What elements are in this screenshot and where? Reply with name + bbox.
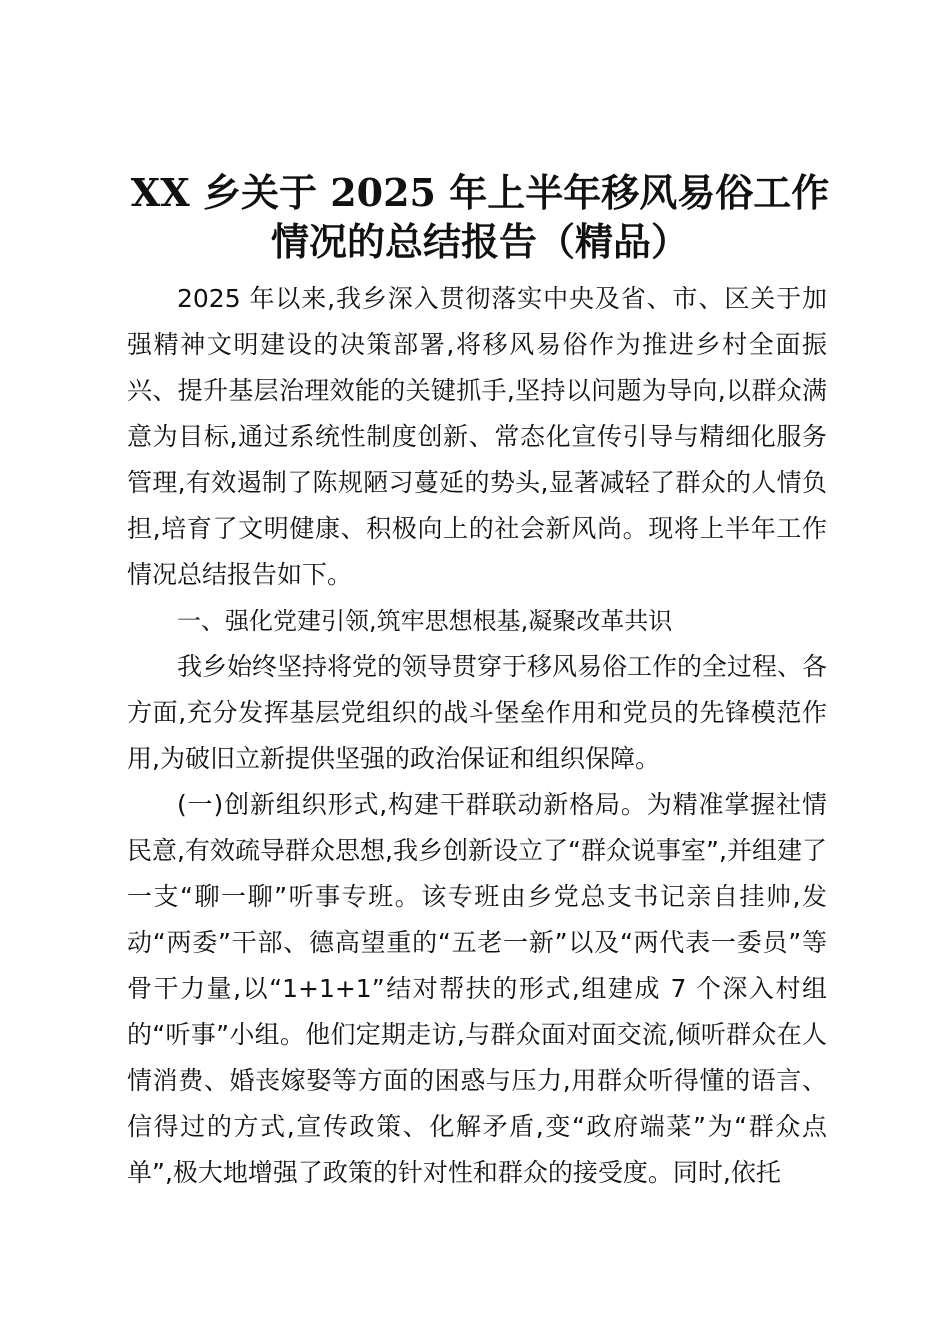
section-1-paragraph: 我乡始终坚持将党的领导贯穿于移风易俗工作的全过程、各方面,充分发挥基层党组织的战斗堡垒作用和党员的先锋模范作用,为破旧立新提供坚强的政治保证和组织保障。 [127, 652, 828, 773]
title-line-1: XX 乡关于 2025 年上半年移风易俗工作 [130, 170, 830, 215]
section-heading-1: 一、强化党建引领,筑牢思想根基,凝聚改革共识 [177, 607, 673, 635]
document-title [110, 168, 850, 266]
title-line-2: 情况的总结报告（精品） [270, 219, 689, 264]
subsection-1-paragraph: (一)创新组织形式,构建干群联动新格局。为精准掌握社情民意,有效疏导群众思想,我乡创新设立了“群众说事室”,并组建了一支“聊一聊”听事专班。该专班由乡党总支书记亲自挂帅,发动“两委”干部、德高望重的“五老一新”以及“两代表一委员”等骨干力量,以“1+1+1”结对帮扶的形式,组建成 7 个深入村组的“听事”小组。他们定期走访,与群众面对面交流,倾听群众在人情消费、婚丧嫁娶等方面的困惑与压力,用群众听得懂的语言、信得过的方式,宣传政策、化解矛盾,变“政府端菜”为“群众点单”,极大地增强了政策的针对性和群众的接受度。同时,依托 [127, 790, 827, 1187]
intro-paragraph: 2025 年以来,我乡深入贯彻落实中央及省、市、区关于加强精神文明建设的决策部署,将移风易俗作为推进乡村全面振兴、提升基层治理效能的关键抓手,坚持以问题为导向,以群众满意为目标,通过系统性制度创新、常态化宣传引导与精细化服务管理,有效遏制了陈规陋习蔓延的势头,显著减轻了群众的人情负担,培育了文明健康、积极向上的社会新风尚。现将上半年工作情况总结报告如下。 [127, 284, 827, 589]
document-body [127, 276, 827, 1196]
